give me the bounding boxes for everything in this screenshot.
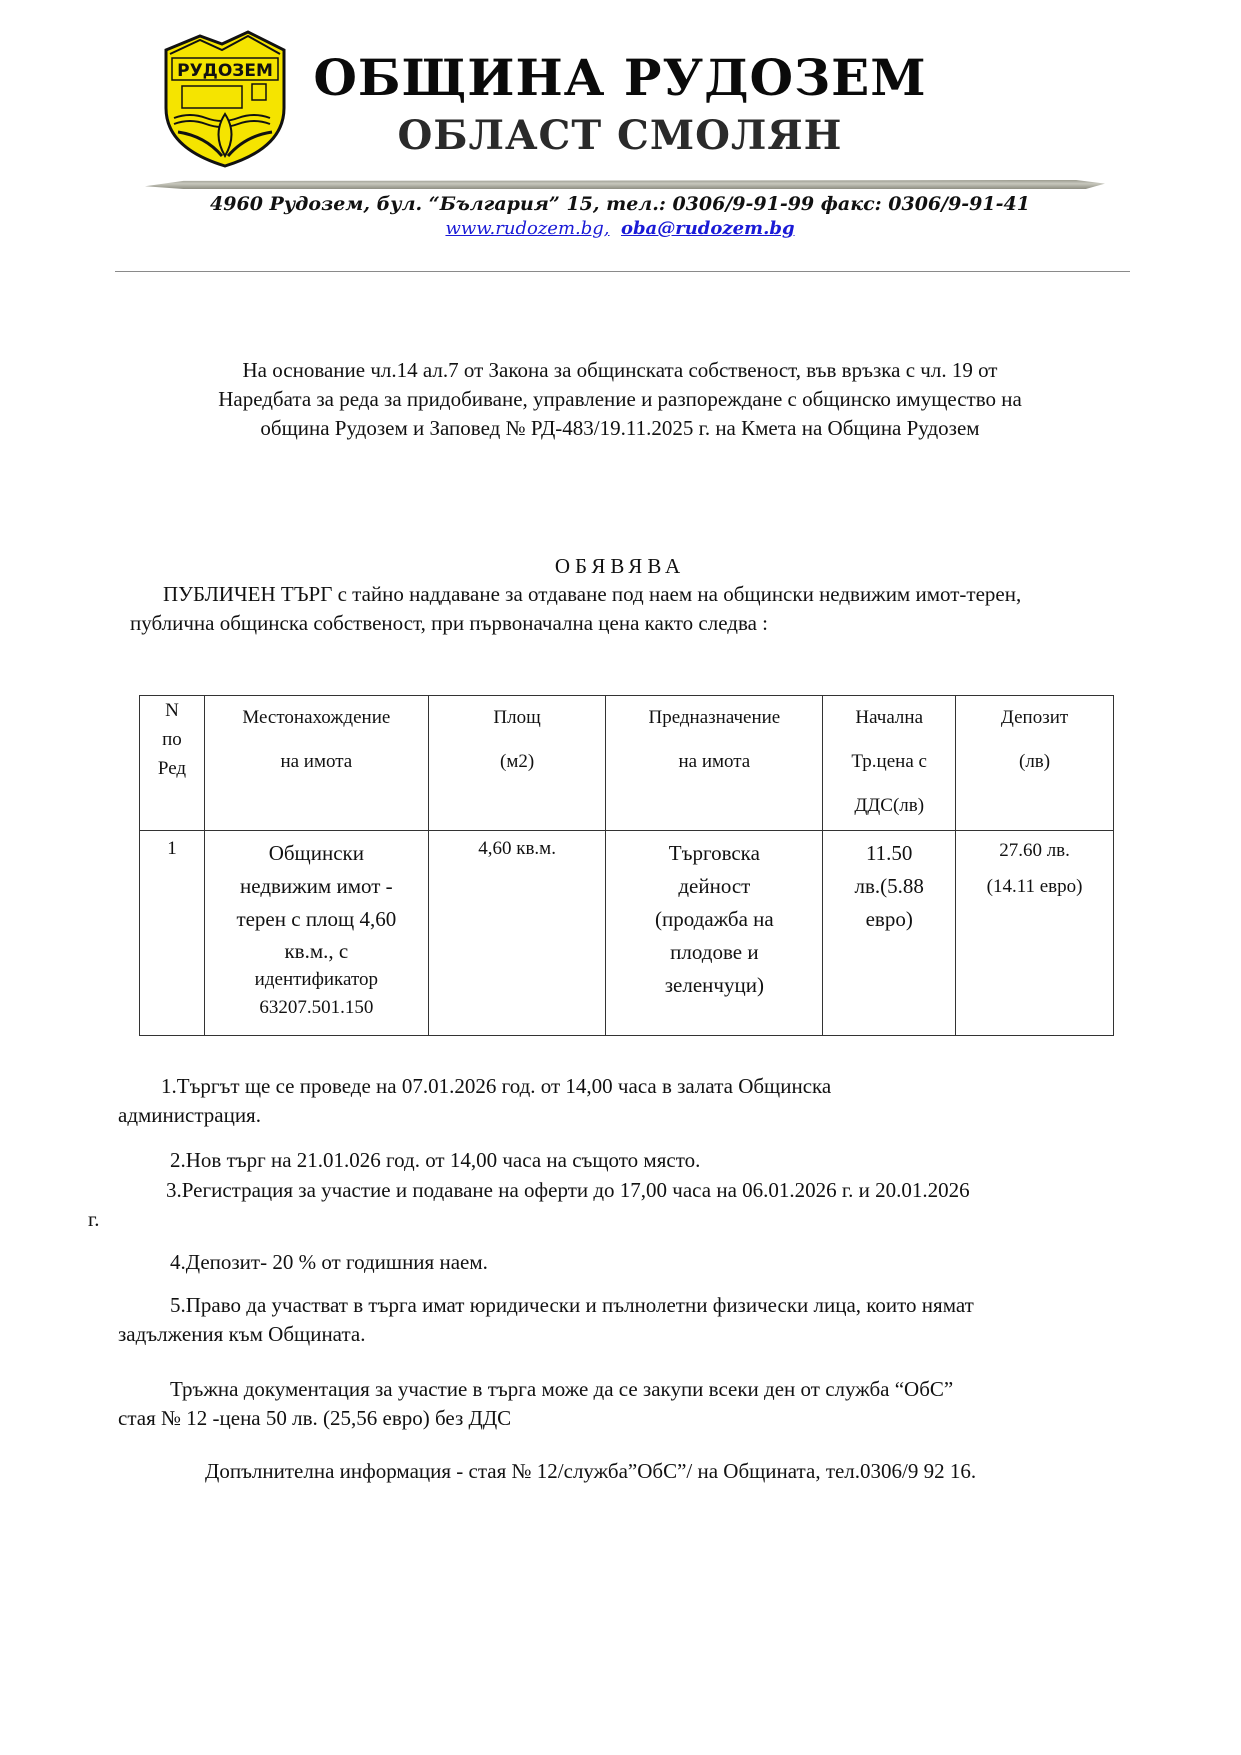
decorative-divider — [145, 180, 1105, 189]
condition-line: администрация. — [118, 1103, 261, 1127]
header-deposit — [956, 696, 1114, 831]
header-text: (м2) — [500, 751, 535, 772]
contact-links — [150, 218, 1090, 239]
municipality-crest-logo — [160, 28, 290, 168]
header-text: на имота — [678, 751, 751, 772]
header-text: Ред — [157, 758, 187, 779]
intro-line: Наредбата за реда за придобиване, управление и разпореждане с общинско имущество на — [218, 387, 1022, 411]
table-header-row — [140, 696, 1114, 831]
tender-documentation — [118, 1375, 1128, 1433]
cell-line: Общински — [268, 841, 364, 865]
condition-line: 1.Търгът ще се проведе на 07.01.2026 год. от 14,00 часа в залата Общинска — [161, 1074, 832, 1098]
cell-line: терен с площ 4,60 — [236, 907, 397, 931]
cell-area: 4,60 кв.м. — [428, 831, 606, 1036]
header-purpose — [606, 696, 823, 831]
table-row — [140, 831, 1114, 1036]
additional-info: Допълнителна информация - стая № 12/служба”ОбС”/ на Общината, тел.0306/9 92 16. — [205, 1459, 977, 1483]
municipality-title: ОБЩИНА РУДОЗЕМ — [313, 48, 927, 107]
header-location — [204, 696, 428, 831]
announcement-heading: ОБЯВЯВА — [554, 554, 686, 578]
cell-line: идентификатор — [254, 969, 378, 990]
condition-line: Тръжна документация за участие в търга може да се закупи всеки ден от служба “ОбС” — [170, 1377, 954, 1401]
header-text: Тр.цена с — [851, 751, 927, 772]
cell-line: евро) — [865, 907, 913, 931]
cell-line: зеленчуци) — [664, 973, 764, 997]
header-text: Предназначение — [648, 707, 781, 728]
condition-line: стая № 12 -цена 50 лв. (25,56 евро) без ДДС — [118, 1406, 512, 1430]
cell-number: 1 — [140, 831, 205, 1036]
condition-4: 4.Депозит- 20 % от годишния наем. — [170, 1250, 488, 1274]
intro-line: община Рудозем и Заповед № РД-483/19.11.2025 г. на Кмета на Община Рудозем — [260, 416, 980, 440]
cell-purpose — [606, 831, 823, 1036]
email-link[interactable]: oba@rudozem.bg — [620, 218, 795, 239]
cell-price — [823, 831, 956, 1036]
cell-line: 27.60 лв. — [999, 840, 1070, 861]
cell-line: дейност — [678, 874, 751, 898]
condition-line: 5.Право да участват в търга имат юридически и пълнолетни физически лица, които нямат — [170, 1293, 974, 1317]
property-table — [139, 695, 1114, 1036]
cell-line: (14.11 евро) — [986, 876, 1083, 897]
condition-line: 3.Регистрация за участие и подаване на оферти до 17,00 часа на 06.01.2026 г. и 20.01.2026 — [166, 1178, 970, 1202]
condition-1 — [118, 1072, 1128, 1130]
cell-line: (продажба на — [655, 907, 774, 931]
condition-2: 2.Нов търг на 21.01.026 год. от 14,00 часа на същото място. — [170, 1148, 701, 1172]
cell-line: 11.50 — [865, 841, 913, 865]
header-area — [428, 696, 606, 831]
cell-line: лв.(5.88 — [854, 874, 924, 898]
condition-3 — [88, 1176, 1148, 1234]
intro-line: На основание чл.14 ал.7 от Закона за общинската собственост, във връзка с чл. 19 от — [242, 358, 998, 382]
header-text: Депозит — [1000, 707, 1069, 728]
logo-text: РУДОЗЕМ — [177, 61, 273, 81]
cell-line: кв.м., с — [284, 939, 349, 963]
header-text: N — [165, 700, 179, 721]
condition-5 — [118, 1291, 1128, 1349]
header-text: Начална — [855, 707, 924, 728]
header-text: ДДС(лв) — [854, 795, 925, 816]
header-text: на имота — [280, 751, 353, 772]
header-text: (лв) — [1019, 751, 1051, 772]
website-link[interactable]: www.rudozem.bg, — [445, 218, 610, 239]
legal-basis-paragraph — [130, 356, 1110, 443]
cell-location — [204, 831, 428, 1036]
contact-address: 4960 Рудозем, бул. “България” 15, тел.: 0306/9-91-99 факс: 0306/9-91-41 — [210, 193, 1030, 215]
header-price — [823, 696, 956, 831]
cell-line: 63207.501.150 — [259, 997, 374, 1018]
cell-line: Търговска — [668, 841, 760, 865]
header-rule — [115, 271, 1130, 272]
announcement-lead: ПУБЛИЧЕН ТЪРГ с тайно наддаване за отдаване под наем на общински недвижим имот-терен, публична общинска собственост, при първоначална цена както следва : — [130, 582, 1022, 635]
header-text: по — [162, 729, 182, 750]
header-text: Площ — [493, 707, 541, 728]
cell-line: плодове и — [670, 940, 759, 964]
cell-line: недвижим имот - — [240, 874, 393, 898]
header-number — [140, 696, 205, 831]
condition-line: г. — [88, 1207, 100, 1231]
header-text: Местонахождение — [242, 707, 391, 728]
region-subtitle: ОБЛАСТ СМОЛЯН — [397, 112, 843, 159]
condition-line: задължения към Общината. — [118, 1322, 366, 1346]
cell-deposit — [956, 831, 1114, 1036]
